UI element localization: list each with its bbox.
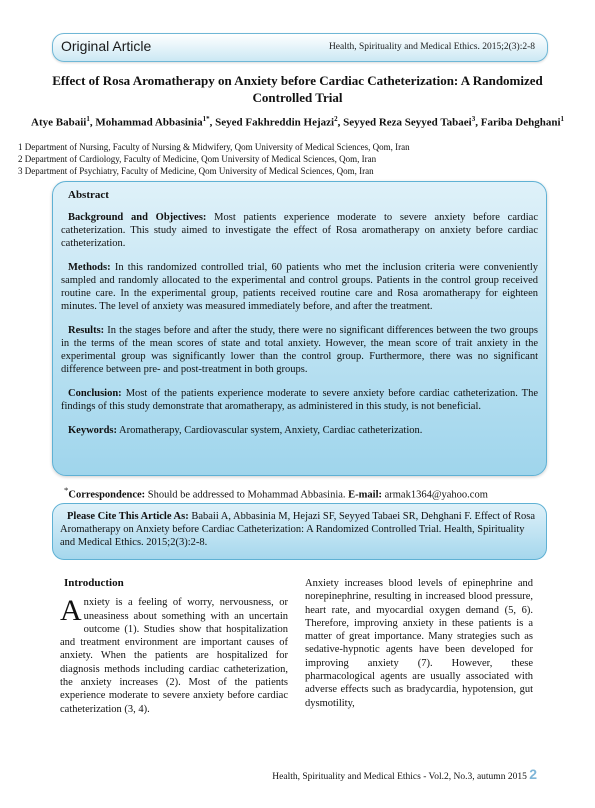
article-type: Original Article [61, 38, 152, 54]
author-name: , Fariba Dehghani [475, 116, 561, 129]
abstract-conclusion [61, 387, 538, 413]
article-header-bar [52, 33, 548, 62]
abstract-keywords [61, 424, 538, 437]
methods-label: Methods: [68, 262, 111, 273]
correspondence-star: * [64, 485, 69, 495]
email-label: E-mail: [348, 489, 382, 501]
author-list [18, 112, 577, 130]
author-affiliation-mark: 2 [334, 115, 338, 123]
background-label: Background and Objectives: [68, 212, 207, 223]
footer-journal: Health, Spirituality and Medical Ethics - Vol.2, No.3, autumn 2015 [272, 772, 530, 782]
keywords-label: Keywords: [68, 425, 117, 436]
citation-box [52, 503, 547, 560]
keywords-text: Aromatherapy, Cardiovascular system, Anxiety, Cardiac catheterization. [117, 425, 423, 436]
results-label: Results: [68, 325, 105, 336]
conclusion-label: Conclusion: [68, 388, 122, 399]
intro-right-text: Anxiety increases blood levels of epinephrine and norepinephrine, resulting in increased blood pressure, heart rate, and myocardial oxygen demand (5, 6). Therefore, improving anxiety in these patients is a matter of great importance. Many strategies such as sedative-hypnotic agents have been developed for improving anxiety (7). However, these pharmacological agents are usually associated with adverse effects such as bradycardia, hypotension, gut dysmotility, [305, 578, 533, 709]
author-affiliation-mark: 1 [86, 115, 90, 123]
author-affiliation-mark: 1* [202, 115, 210, 123]
journal-reference: Health, Spirituality and Medical Ethics. 2015;2(3):2-8 [328, 42, 535, 52]
abstract-results [61, 324, 538, 376]
author-affiliation-mark: 3 [471, 115, 476, 123]
drop-cap: A [60, 594, 82, 628]
citation-text-block [60, 510, 540, 549]
author-affiliation-mark: 1 [560, 115, 564, 123]
affiliation-item: 3 Department of Psychiatry, Faculty of Medicine, Qom University of Medical Sciences, Qom, Iran [18, 166, 374, 176]
author-name: , Seyed Fakhreddin Hejazi [209, 116, 335, 129]
abstract-box [52, 181, 547, 476]
correspondence-label: Correspondence: [68, 489, 146, 501]
citation-text: Babaii A, Abbasinia M, Hejazi SF, Seyyed Tabaei SR, Dehghani F. Effect of Rosa Aromatherapy on Anxiety before Cardiac Catheterization: A Randomized Controlled Trial. Health, Spirituality and Medical Ethics. 2015;2(3):2-8. [60, 511, 535, 548]
affiliation-item: 2 Department of Cardiology, Faculty of Medicine, Qom University of Medical Sciences, Qom, Iran [18, 154, 377, 164]
intro-right-column [305, 577, 533, 710]
methods-text: In this randomized controlled trial, 60 patients who met the inclusion criteria were conveniently sampled and randomly allocated to the experimental and control groups. Patients in the control group received routine care. In the experimental group, patients received routine care and Rosa aromatherapy for eighteen minutes. The level of anxiety was measured immediately before, and after the treatment. [61, 262, 538, 312]
citation-label: Please Cite This Article As: [67, 511, 189, 522]
conclusion-text: Most of the patients experience moderate to severe anxiety before cardiac catheterization. The findings of this study demonstrate that aromatherapy, as administered in this study, is not beneficial. [61, 388, 538, 412]
abstract-heading: Abstract [68, 189, 109, 201]
page-footer [272, 766, 537, 782]
article-title: Effect of Rosa Aromatherapy on Anxiety before Cardiac Catheterization: A Randomized Controlled Trial [52, 73, 543, 105]
affiliation-item: 1 Department of Nursing, Faculty of Nursing & Midwifery, Qom University of Medical Sciences, Qom, Iran [18, 142, 410, 152]
correspondence-line [64, 485, 488, 501]
abstract-background [61, 211, 538, 250]
abstract-methods [61, 261, 538, 313]
correspondence-text: Should be addressed to Mohammad Abbasinia. [145, 489, 349, 501]
results-text: In the stages before and after the study, there were no significant differences between the two groups in the terms of the mean scores of state and total anxiety. However, the mean score of trait anxiety in the experimental group was significantly lower than the control group. Furthermore, there was no significant difference between pre- and post-treatment in both groups. [61, 325, 538, 375]
introduction-heading: Introduction [64, 577, 124, 589]
author-name: , Seyyed Reza Seyyed Tabaei [337, 116, 472, 129]
email-address[interactable]: armak1364@yahoo.com [381, 489, 488, 501]
affiliation-list [18, 141, 578, 177]
author-name: , Mohammad Abbasinia [89, 116, 203, 129]
author-name: Atye Babaii [31, 116, 87, 129]
background-text: Most patients experience moderate to severe anxiety before cardiac catheterization. This study aimed to investigate the effect of Rosa aromatherapy on anxiety before cardiac catheterization. [61, 212, 538, 249]
intro-left-text: nxiety is a feeling of worry, nervousness, or uneasiness about something with an uncertain outcome (1). Studies show that hospitalization and treatment environment are important causes of anxiety. When the patients are hospitalized for diagnosis methods including cardiac catheterization, the anxiety increases (2). Most of the patients experience moderate to severe anxiety before cardiac catheterization (3, 4). [60, 597, 288, 715]
page-number: 2 [529, 766, 537, 782]
intro-left-column [60, 577, 288, 716]
